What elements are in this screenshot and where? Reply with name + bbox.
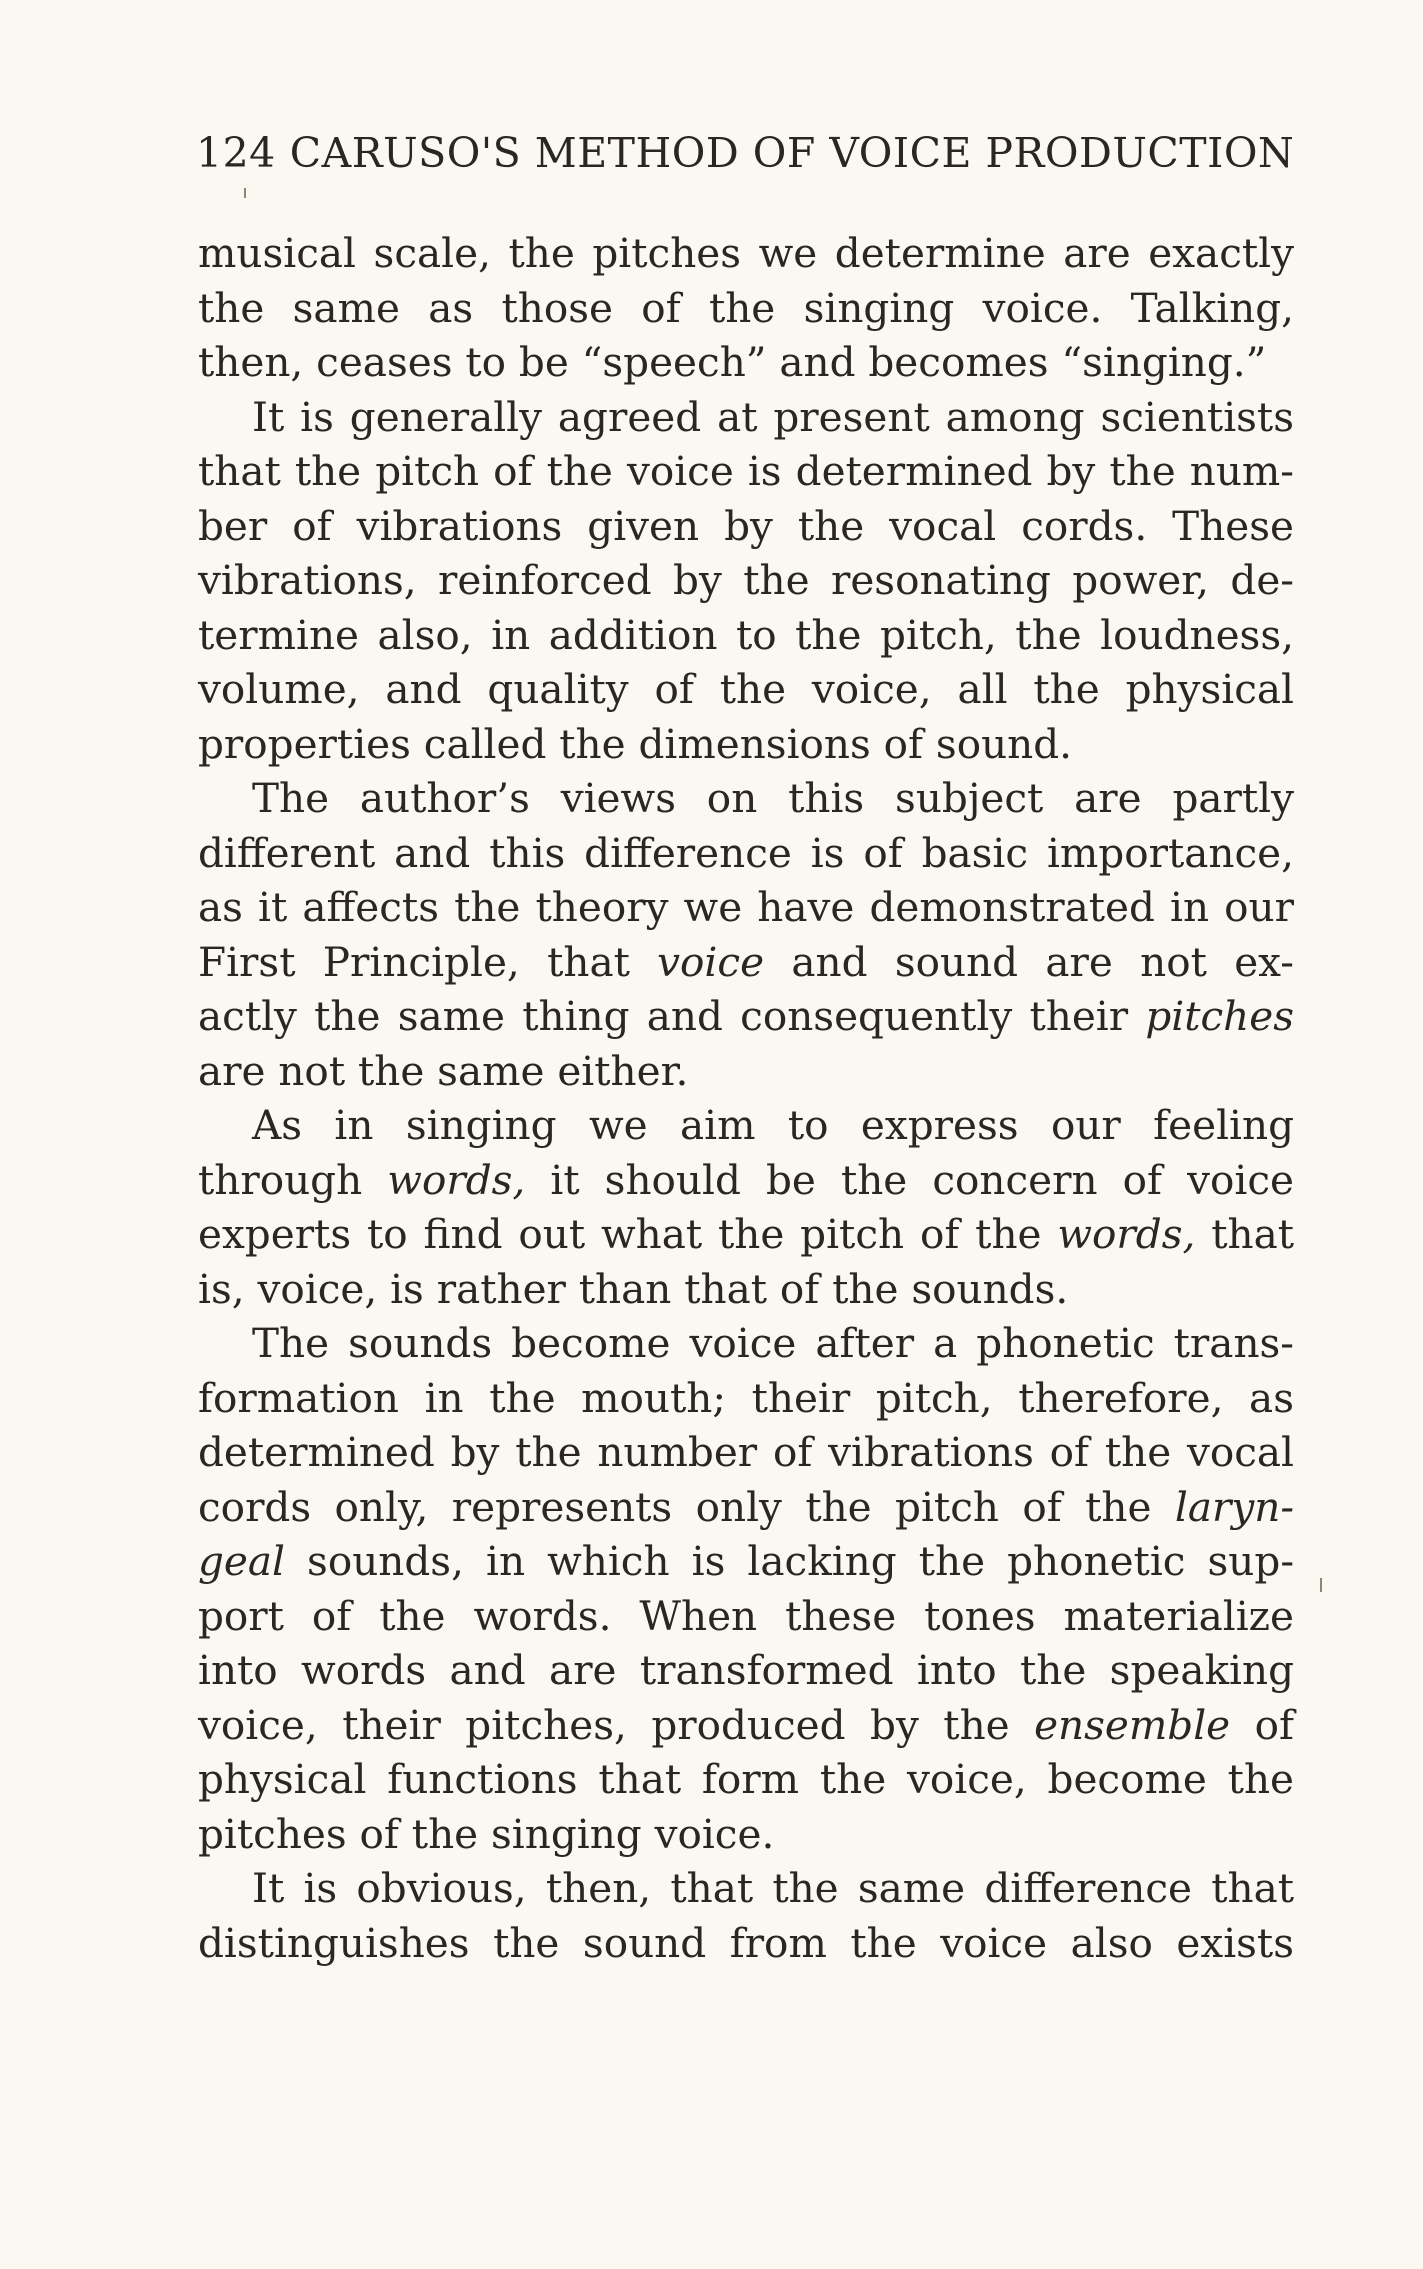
text-line: It is generally agreed at present among scientists: [252, 392, 1294, 441]
text-line: formation in the mouth; their pitch, therefore, as: [198, 1373, 1294, 1422]
italic-word: pitches: [1145, 992, 1294, 1040]
text-line: determined by the number of vibrations of the vocal: [198, 1428, 1294, 1476]
text-segment: through: [198, 1155, 388, 1204]
text-line: [198, 1698, 1294, 1753]
text-line: The sounds become voice after a phonetic trans-: [252, 1319, 1294, 1367]
italic-word: ensemble: [1034, 1700, 1231, 1749]
running-title: CARUSO'S METHOD OF VOICE PRODUCTION: [289, 129, 1295, 177]
text-line: ber of vibrations given by the vocal cords. These: [198, 501, 1294, 550]
text-line: [198, 1153, 1294, 1208]
text-line: [198, 1534, 1294, 1589]
text-line: [198, 1480, 1294, 1535]
italic-word: words,: [387, 1155, 526, 1204]
text-line: physical functions that form the voice, become the: [198, 1755, 1294, 1803]
text-line: The author’s views on this subject are partly: [252, 774, 1294, 822]
text-segment: First Principle, that: [198, 937, 658, 986]
italic-word: laryn-: [1174, 1482, 1294, 1531]
text-line: the same as those of the singing voice. Talking,: [198, 283, 1294, 332]
running-head: [196, 128, 1295, 178]
margin-mark: [244, 188, 246, 198]
text-line: is, voice, is rather than that of the sounds.: [198, 1264, 1069, 1313]
text-line: pitches of the singing voice.: [198, 1809, 775, 1858]
margin-mark: [1320, 1578, 1322, 1592]
text-segment: sounds, in which is lacking the phonetic sup-: [285, 1537, 1294, 1585]
italic-word: words,: [1057, 1210, 1196, 1258]
text-segment: that: [1195, 1210, 1294, 1258]
text-line: port of the words. When these tones materialize: [198, 1591, 1294, 1640]
text-line: volume, and quality of the voice, all the physical: [198, 665, 1294, 713]
text-segment: of: [1230, 1700, 1294, 1749]
text-segment: cords only, represents only the pitch of the: [198, 1482, 1175, 1531]
text-segment: actly the same thing and consequently their: [198, 992, 1146, 1040]
text-segment: and sound are not ex-: [764, 937, 1294, 986]
text-line: properties called the dimensions of sound.: [198, 719, 1073, 768]
page-number: 124: [196, 129, 276, 177]
text-line: [198, 1207, 1294, 1262]
text-line: different and this difference is of basic importance,: [198, 828, 1294, 877]
text-line: musical scale, the pitches we determine are exactly: [198, 229, 1294, 277]
text-line: [198, 989, 1294, 1044]
italic-word: voice: [657, 937, 765, 986]
text-segment: it should be the concern of voice: [525, 1155, 1294, 1204]
text-segment: voice, their pitches, produced by the: [198, 1700, 1035, 1749]
text-line: [198, 935, 1294, 990]
text-line: vibrations, reinforced by the resonating power, de-: [198, 556, 1294, 604]
body-text: [198, 226, 1294, 1970]
text-line: then, ceases to be “speech” and becomes “singing.”: [198, 338, 1267, 386]
text-segment: experts to find out what the pitch of the: [198, 1210, 1058, 1258]
text-line: are not the same either.: [198, 1046, 689, 1095]
text-line: into words and are transformed into the speaking: [198, 1646, 1294, 1694]
text-line: It is obvious, then, that the same difference that: [252, 1864, 1294, 1912]
italic-word: geal: [198, 1537, 285, 1585]
text-line: As in singing we aim to express our feeling: [252, 1101, 1294, 1149]
text-line: termine also, in addition to the pitch, the loudness,: [198, 610, 1294, 659]
text-line: distinguishes the sound from the voice also exists: [198, 1918, 1294, 1967]
text-line: as it affects the theory we have demonstrated in our: [198, 883, 1294, 931]
text-line: that the pitch of the voice is determined by the num-: [198, 447, 1294, 495]
